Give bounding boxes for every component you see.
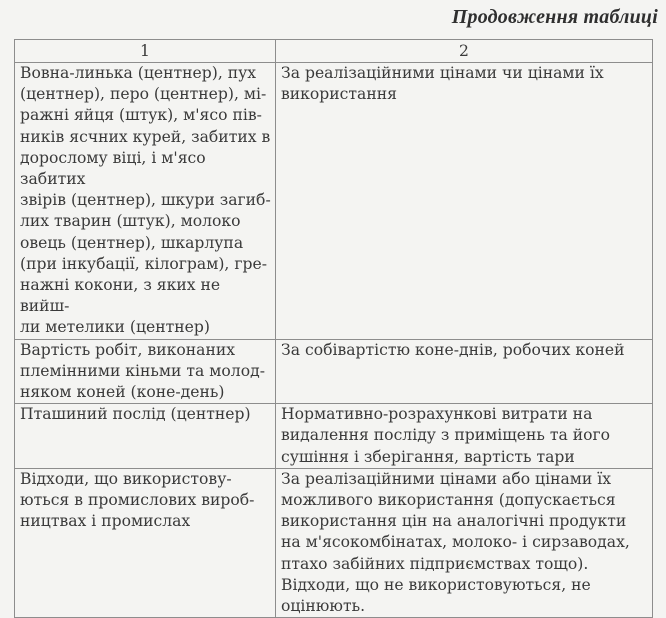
table-row [15,404,653,469]
table-continuation-caption: Продовження таблиці [451,6,658,28]
item-cell [15,404,276,469]
valuation-text: За реалізаційними цінами чи цінами їх використання [281,64,604,104]
table-row [15,468,653,617]
item-text: Вартість робіт, виконаних племінними кіньми та молод- няком коней (коне-день) [20,340,265,402]
valuation-table [14,39,653,618]
table-header-row [15,40,653,63]
item-cell [15,63,276,340]
valuation-text: Нормативно-розрахункові витрати на видалення посліду з приміщень та його сушіння і зберігання, вартість тари [281,405,611,466]
item-cell [15,339,276,404]
valuation-cell [276,339,653,404]
valuation-text: За реалізаційними цінами або цінами їх можливого використання (допускається використання цін на аналогічні продукти на м'ясокомбінатах, молоко- і сирзаводах, птахо забійних підприємствах тощо). Відходи, що не використовуються, не оцінюють. [281,469,630,616]
valuation-cell [276,468,653,617]
item-text: Вовна-линька (центнер), пух (центнер), перо (центнер), мі- ражні яйця (штук), м'ясо пів- ників ясчних курей, забитих в дорослому віці, і м'ясо забитих звірів (центнер), шкури загиб- лих тварин (штук), молоко овець (центнер), шкарлупа (при інкубації, кілограм), гре- нажні кокони, з яких не вийш- ли метелики (центнер) [20,64,271,337]
item-text: Пташиний послід (центнер) [20,405,251,424]
column-header-1: 1 [15,40,276,63]
valuation-cell [276,404,653,469]
valuation-text: За собівартістю коне-днів, робочих коней [281,340,625,359]
table-row [15,339,653,404]
column-header-2: 2 [276,40,653,63]
table-row [15,63,653,340]
valuation-cell [276,63,653,340]
item-cell [15,468,276,617]
item-text: Відходи, що використову- ються в промислових вироб- ництвах і промислах [20,469,255,531]
